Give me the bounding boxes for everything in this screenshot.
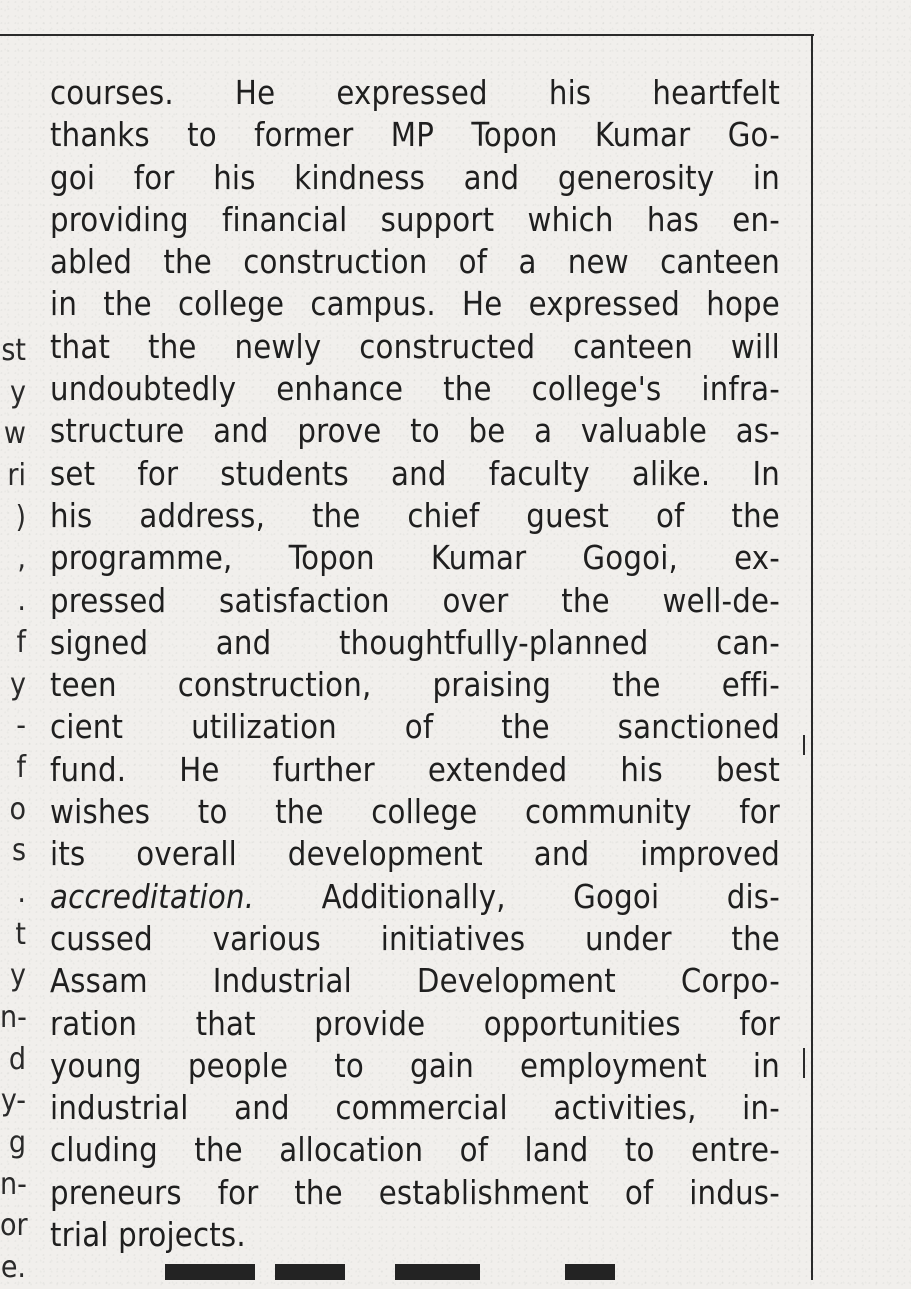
fragment-text: . [17,874,26,910]
article-line [50,876,780,918]
article-line: programme, Topon Kumar Gogoi, ex- [50,539,780,578]
fragment-text: . [17,583,26,619]
article-line: his address, the chief guest of the [50,496,780,535]
headline-glyph [395,1264,480,1280]
fragment-text: or [0,1208,28,1244]
fragment-text: o [9,791,26,827]
article-line: courses. He expressed his heartfelt [50,74,780,112]
article-line: set for students and faculty alike. In [50,454,780,493]
column-rule-tick [803,1048,805,1078]
fragment-text: d [8,1041,26,1077]
fragment-text: st [1,333,26,368]
fragment-text: n- [0,1166,27,1202]
article-line: that the newly constructed canteen will [50,327,780,366]
article-line: trial projects. [50,1216,246,1255]
italic-word: accreditation. [50,877,255,916]
fragment-text: - [16,708,26,744]
article-line: cussed various initiatives under the [50,919,780,958]
fragment-text: , [17,541,26,577]
article-line: providing financial support which has en- [50,200,780,239]
column-rule-tick [803,735,805,755]
fragment-text: y [10,666,26,702]
article-line: preneurs for the establishment of indus- [50,1173,780,1212]
fragment-text: y- [0,1083,26,1119]
headline-glyph [275,1264,345,1280]
article-line-rest: Additionally, Gogoi dis- [254,877,780,916]
article-line: ration that provide opportunities for [50,1004,780,1043]
article-line: pressed satisfaction over the well-de- [50,581,780,620]
article-line: teen construction, praising the effi- [50,666,780,705]
headline-glyph [165,1264,255,1280]
article-line: fund. He further extended his best [50,750,780,789]
article-line: cluding the allocation of land to entre- [50,1131,780,1170]
fragment-text: ) [15,499,26,535]
article-line: cient utilization of the sanctioned [50,708,780,747]
fragment-text: w [3,416,26,452]
article-line: in the college campus. He expressed hope [50,285,780,324]
fragment-text: e. [0,1250,26,1286]
article-line: thanks to former MP Topon Kumar Go- [50,116,780,155]
article-line: undoubtedly enhance the college's infra- [50,370,780,409]
article-line: signed and thoughtfully-planned can- [50,623,780,662]
fragment-text: ri [7,458,26,494]
article-line: Assam Industrial Development Corpo- [50,962,780,1001]
fragment-text: y [10,374,26,410]
article-line: structure and prove to be a valuable as- [50,412,780,451]
fragment-text: f [16,749,26,785]
article-line: goi for his kindness and generosity in [50,158,780,197]
fragment-text: s [11,833,26,869]
fragment-text: f [16,624,26,660]
column-rule-right [811,34,813,1280]
fragment-text: n- [0,1000,27,1035]
article-line: its overall development and improved [50,835,780,874]
fragment-text: t [15,916,26,952]
article-line: industrial and commercial activities, in- [50,1089,780,1128]
article-line: young people to gain employment in [50,1046,780,1085]
fragment-text: g [8,1125,26,1161]
adjacent-column-fragments [0,330,40,1289]
article-body [50,72,780,1256]
column-rule-top [0,34,814,36]
article-line: abled the construction of a new canteen [50,243,780,282]
next-headline-fragment [165,1256,635,1280]
fragment-text: y [10,958,26,994]
article-line: wishes to the college community for [50,793,780,832]
headline-glyph [565,1264,615,1280]
